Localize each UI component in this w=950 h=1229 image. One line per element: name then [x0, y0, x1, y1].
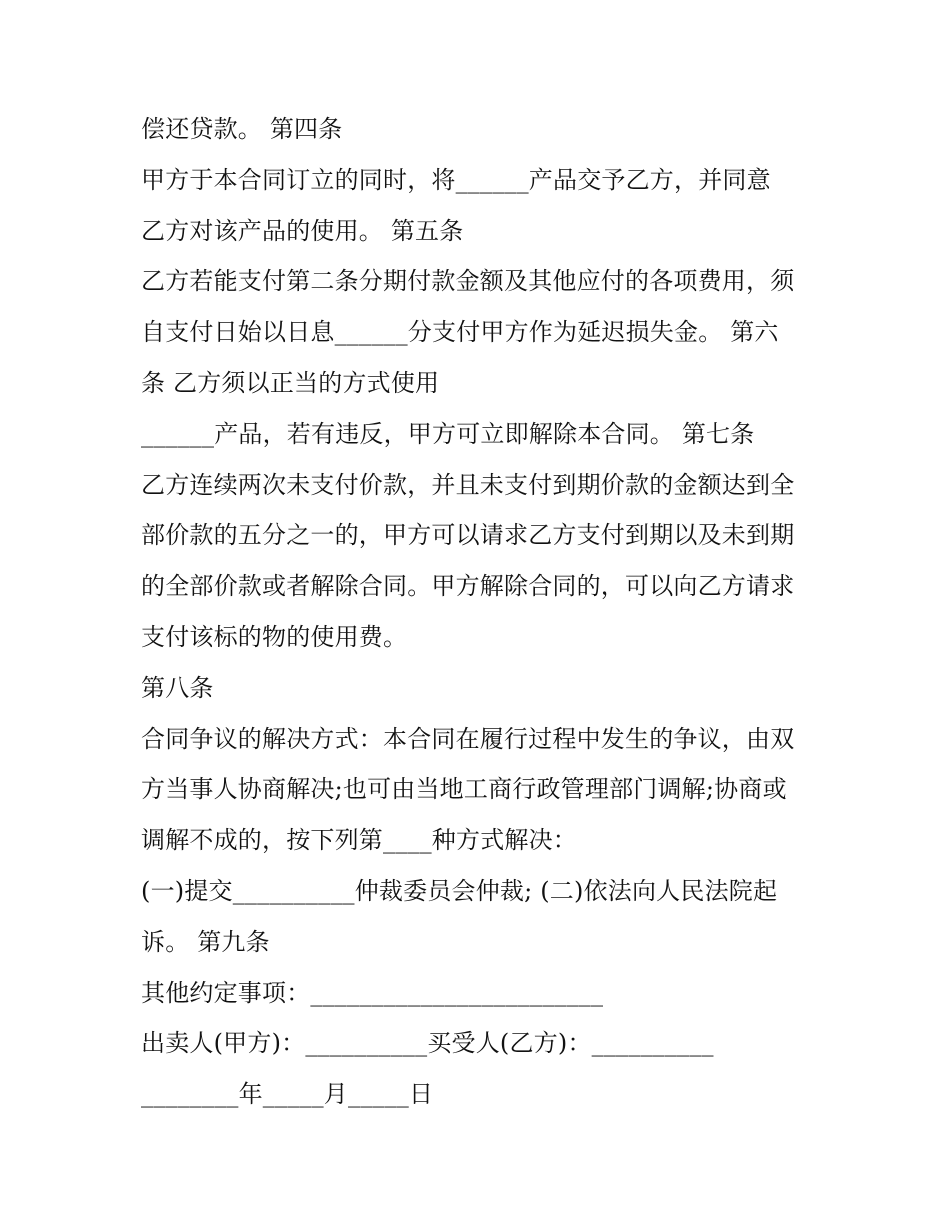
- section-heading: 第八条: [141, 673, 214, 702]
- signature-line: 出卖人(甲方)：__________买受人(乙方)：__________: [141, 1029, 714, 1058]
- date-line: ________年_____月_____日: [141, 1080, 434, 1109]
- text-line: 偿还贷款。 第四条: [141, 115, 343, 143]
- other-terms-line: 其他约定事项：________________________: [141, 978, 604, 1007]
- text-line: 调解不成的，按下列第____种方式解决：: [141, 826, 577, 855]
- text-line: 自支付日始以日息______分支付甲方作为延迟损失金。 第六: [141, 318, 779, 347]
- contract-text: [141, 104, 821, 1120]
- text-line: 部价款的五分之一的，甲方可以请求乙方支付到期以及未到期: [141, 521, 795, 550]
- text-line: 乙方对该产品的使用。 第五条: [141, 216, 464, 245]
- text-line: 乙方连续两次未支付价款，并且未支付到期价款的金额达到全: [141, 470, 795, 499]
- text-line: 乙方若能支付第二条分期付款金额及其他应付的各项费用，须: [141, 267, 795, 296]
- text-line: ______产品，若有违反，甲方可立即解除本合同。 第七条: [141, 419, 755, 448]
- text-line: 支付该标的物的使用费。: [141, 622, 408, 651]
- text-line: 方当事人协商解决;也可由当地工商行政管理部门调解;协商或: [141, 775, 787, 804]
- text-line: 合同争议的解决方式：本合同在履行过程中发生的争议，由双: [141, 724, 795, 753]
- text-line: (一)提交__________仲裁委员会仲裁; (二)依法向人民法院起: [141, 876, 778, 905]
- text-line: 甲方于本合同订立的同时，将______产品交予乙方，并同意: [141, 165, 771, 194]
- text-line: 的全部价款或者解除合同。甲方解除合同的，可以向乙方请求: [141, 572, 795, 601]
- text-line: 条 乙方须以正当的方式使用: [141, 368, 440, 397]
- text-line: 诉。 第九条: [141, 927, 270, 956]
